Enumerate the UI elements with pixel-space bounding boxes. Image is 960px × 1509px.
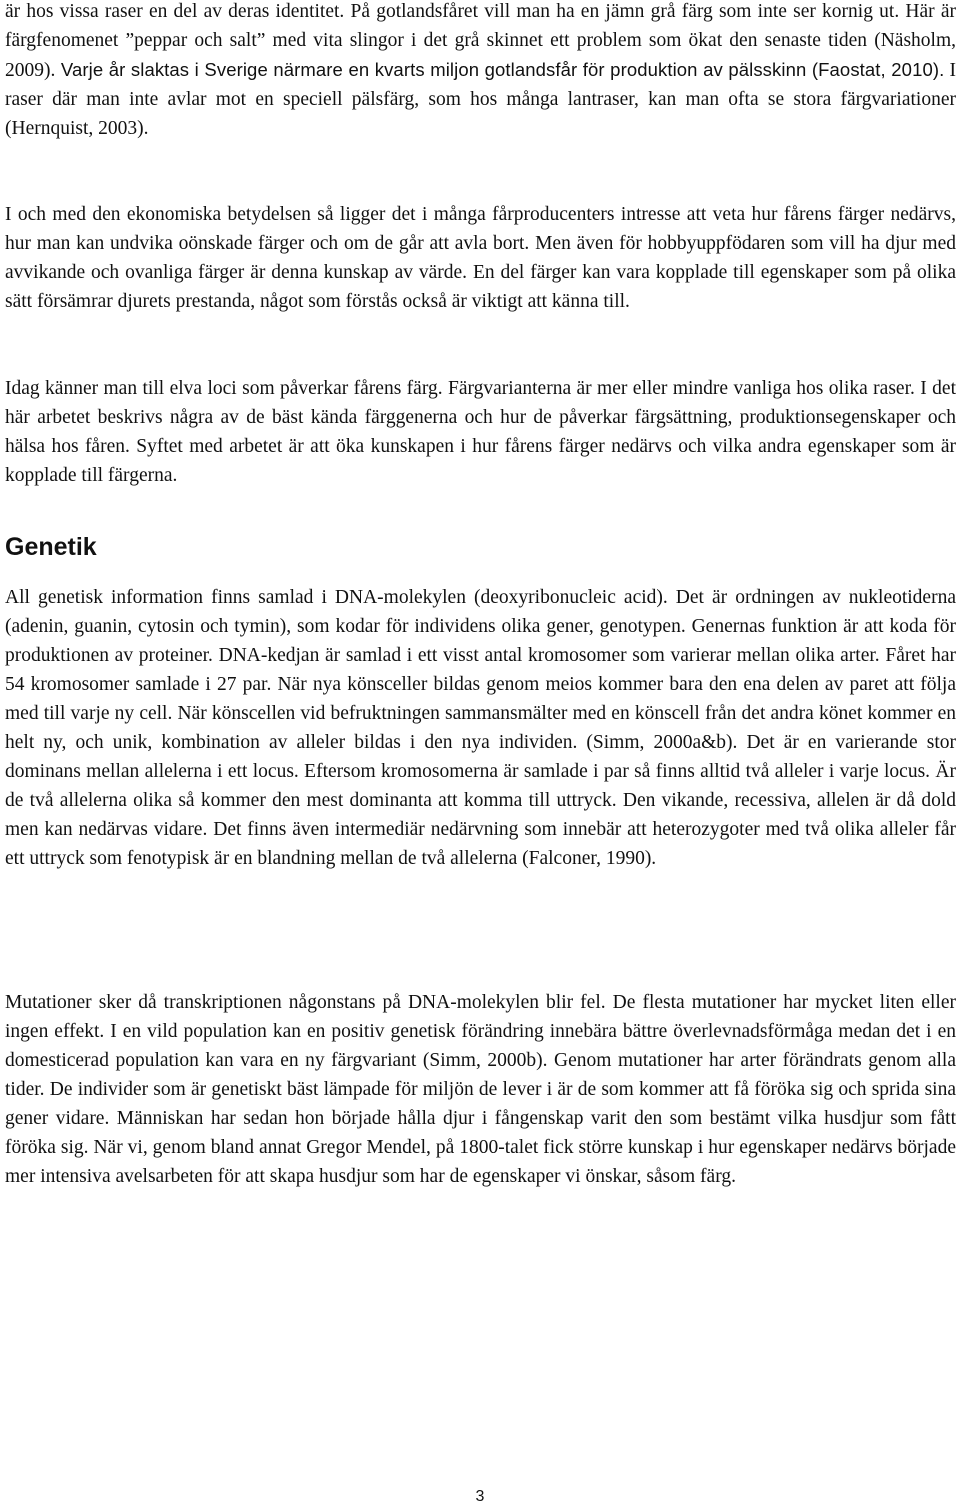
paragraph-1-part-3: I raser där man inte avlar mot en speciell pälsfärg, som hos många lantraser, kan man ofta se stora färgvariationer (Hernquist, 2003).	[5, 60, 957, 139]
paragraph-eleven-loci: Idag känner man till elva loci som påverkar fårens färg. Färgvarianterna är mer eller mindre vanliga hos olika raser. I det här arbetet beskrivs några av de bäst kända färggenerna och hur de påverkar färgsättning, produktionsegenskaper och hälsa hos fåren. Syftet med arbetet är att öka kunskapen i hur fårens färger nedärvs och vilka andra egenskaper som är kopplade till färgerna.	[5, 378, 956, 486]
paragraph-1-part-1: är hos vissa raser en del av deras identitet. På gotlandsfåret vill man ha en jämn grå färg som inte ser kornig ut. Här är färgfenomenet ”peppar och salt” med vita slingor i det grå skinnet ett problem som ökat den senaste tiden (Näsholm, 2009).	[5, 1, 956, 81]
paragraph-intro-colour	[5, 0, 956, 143]
paragraph-economic-importance: I och med den ekonomiska betydelsen så ligger det i många fårproducenters intresse att veta hur fårens färger nedärvs, hur man kan undvika oönskade färger och om de går att avla bort. Men även för hobbyuppfödaren som vill ha djur med avvikande och ovanliga färger är denna kunskap av värde. En del färger kan vara kopplade till egenskaper som på olika sätt försämrar djurets prestanda, något som förstås också är viktigt att känna till.	[5, 204, 956, 312]
page-number: 3	[475, 1488, 485, 1505]
paragraph-mutations: Mutationer sker då transkriptionen någonstans på DNA-molekylen blir fel. De flesta mutationer har mycket liten eller ingen effekt. I en vild population kan en positiv genetisk förändring innebära bättre överlevnadsförmåga medan det i en domesticerad population kan vara en ny färgvariant (Simm, 2000b). Genom mutationer har arter förändrats genom alla tider. De individer som är genetiskt bäst lämpade för miljön de lever i är de som kommer att få föröka sig och sprida sina gener vidare. Människan har sedan hon började hålla djur i fångenskap varit den som bestämt vilka husdjur som fått föröka sig. När vi, genom bland annat Gregor Mendel, på 1800-talet fick större kunskap i hur egenskaper nedärvs började mer intensiva avelsarbeten för att skapa husdjur som har de egenskaper vi önskar, såsom färg.	[5, 992, 956, 1187]
paragraph-1-part-2: Varje år slaktas i Sverige närmare en kvarts miljon gotlandsfår för produktion av pälsskinn (Faostat, 2010).	[55, 59, 945, 80]
heading-genetik: Genetik	[5, 533, 97, 561]
paragraph-genetics: All genetisk information finns samlad i DNA-molekylen (deoxyribonucleic acid). Det är ordningen av nukleotiderna (adenin, guanin, cytosin och tymin), som kodar för individens olika gener, genotypen. Genernas funktion är att koda för produktionen av proteiner. DNA-kedjan är samlad i ett visst antal kromosomer som varierar mellan olika arter. Fåret har 54 kromosomer samlade i 27 par. När nya könsceller bildas genom meios kommer bara den ena delen av paret att följa med till varje ny cell. När könscellen vid befruktningen sammansmälter med en könscell från det andra könet kommer en helt ny, och unik, kombination av alleler bildas i den nya individen. (Simm, 2000a&b). Det är en varierande stor dominans mellan allelerna i ett locus. Eftersom kromosomerna är samlade i par så finns alltid två alleler i varje locus. Är de två allelerna olika så kommer den mest dominanta att komma till uttryck. Den vikande, recessiva, allelen är då dold men kan nedärvas vidare. Det finns även intermediär nedärvning som innebär att heterozygoter med två olika alleler får ett uttryck som fenotypisk är en blandning mellan de två allelerna (Falconer, 1990).	[5, 587, 956, 869]
